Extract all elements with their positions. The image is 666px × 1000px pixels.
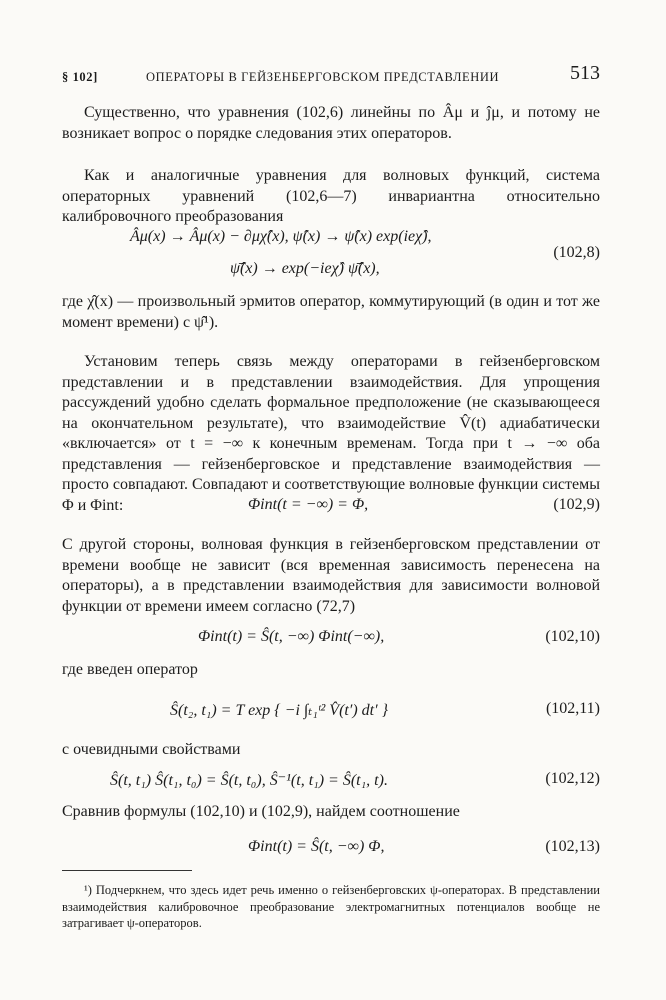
running-header [62,62,600,90]
equation-102-8-line2: ψ̄̂(x) → exp(−ieχ̂) ψ̄̂(x), [230,260,380,277]
equation-102-10: Φint(t) = Ŝ(t, −∞) Φint(−∞), (102,10) [198,628,600,645]
page-number: 513 [570,62,600,84]
paragraph-8: Сравнив формулы (102,10) и (102,9), найдем соотношение [62,803,460,820]
equation-102-13: Φint(t) = Ŝ(t, −∞) Φ, (102,13) [248,838,600,855]
section-ref: § 102] [62,70,98,84]
paragraph-3: где χ̂(x) — произвольный эрмитов оператор, коммутирующий (в один и тот же момент времени) с ψ̂¹). [62,293,600,331]
equation-102-12: Ŝ(t, t₁) Ŝ(t₁, t₀) = Ŝ(t, t₀), Ŝ⁻¹(t, t₁) = Ŝ(t₁, t). (102,12) [110,770,600,789]
paragraph-4: Установим теперь связь между операторами в гейзенберговском представлении и в представлении взаимодействия. Для упрощения рассуждений удобно сделать формальное предположение (не сказывающееся на окончательном результате), что взаимодействие V̂(t) адиабатически «включается» от t = −∞ к конечным временам. Тогда при t → −∞ оба представления — гейзенберговское и представление взаимодействия — просто совпадают. Совпадают и соответствующие волновые функции системы Φ и Φint: [62,353,600,514]
paragraph-5: С другой стороны, волновая функция в гейзенберговском представлении от времени вообще не зависит (вся временная зависимость перенесена на операторы), а в представлении взаимодействия для зависимости волновой функции от времени имеем согласно (72,7) [62,536,600,615]
equation-102-9: Φint(t = −∞) = Φ, (102,9) [248,496,600,513]
footnote: ¹) Подчеркнем, что здесь идет речь именно о гейзенберговских ψ-операторах. В представлении взаимодействия калибровочное преобразование электромагнитных потенциалов вообще не затрагивает ψ-операторов. [62,883,600,930]
equation-102-8-line1: Âμ(x) → Âμ(x) − ∂μχ̂(x), ψ̂(x) → ψ̂(x) exp(ieχ̂), [130,228,432,245]
equation-102-11: Ŝ(t₂, t₁) = T exp { −i ∫ₜ₁ᵗ² V̂(t′) dt′ } (102,11) [170,700,600,719]
equation-number-102-8: (102,8) [553,244,600,261]
paragraph-6: где введен оператор [62,661,198,678]
footnote-divider [62,870,192,871]
paragraph-2: Как и аналогичные уравнения для волновых функций, система операторных уравнений (102,6—7) инвариантна относительно калибровочного преобразования [62,167,600,225]
paragraph-7: с очевидными свойствами [62,741,241,758]
running-title: ОПЕРАТОРЫ В ГЕЙЗЕНБЕРГОВСКОМ ПРЕДСТАВЛЕНИИ [146,70,500,84]
paragraph-1: Существенно, что уравнения (102,6) линейны по Âμ и ĵμ, и потому не возникает вопрос о порядке следования этих операторов. [62,104,600,142]
